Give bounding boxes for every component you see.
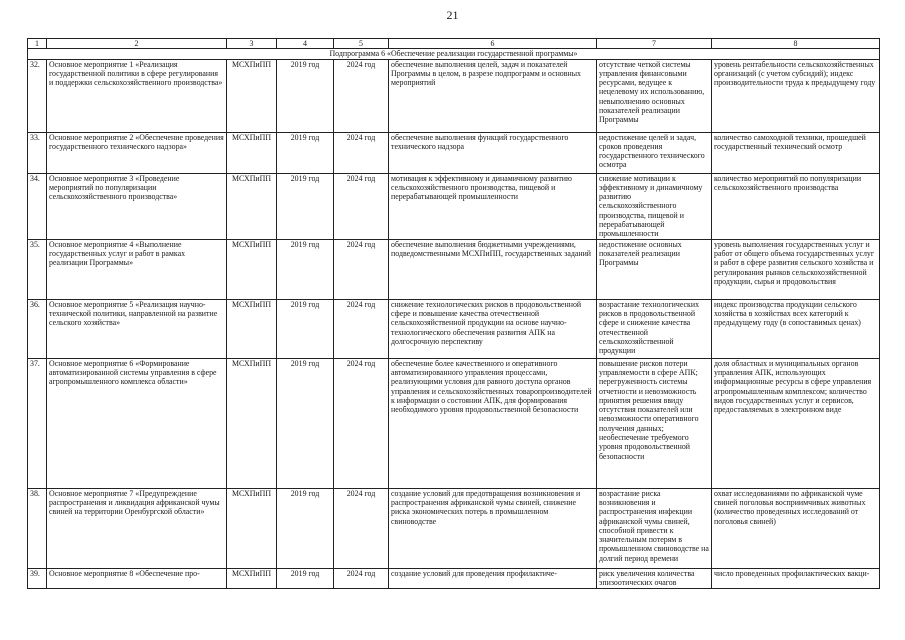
end-year: 2024 год <box>334 173 389 239</box>
measure-name: Основное мероприятие 1 «Реализация государственной политики в сфере регулирования и поддержки сельскохозяйственного производства» <box>47 59 227 132</box>
expected-result: обеспечение выполнения функций государственного технического надзора <box>389 132 597 173</box>
expected-result: мотивация к эффективному и динамичному развитию сельскохозяйственного производства, пищевой и перерабатывающей промышленности <box>389 173 597 239</box>
expected-result: обеспечение выполнения бюджетными учреждениями, подведомственными МСХПиПП, государственных заданий <box>389 239 597 299</box>
start-year: 2019 год <box>277 132 334 173</box>
consequences: повышение рисков потери управляемости в сфере АПК; перегруженность системы отчетности и невозможность принятия решения ввиду отсутствия показателей или невозможности оперативного получения данных; необеспечение требуемого уровня продовольственной безопасности <box>597 358 712 488</box>
consequences: возрастание технологических рисков в продовольственной сфере и снижение качества отечественной сельскохозяйственной продукции <box>597 299 712 358</box>
end-year: 2024 год <box>334 568 389 588</box>
expected-result: создание условий для предотвращения возникновения и распространения африканской чумы свиней, снижение риска экономических потерь в промышленном свиноводстве <box>389 488 597 568</box>
executor: МСХПиПП <box>227 239 277 299</box>
table-row <box>28 358 880 488</box>
measure-name: Основное мероприятие 8 «Обеспечение про- <box>47 568 227 588</box>
column-header: 1 <box>28 39 47 49</box>
end-year: 2024 год <box>334 488 389 568</box>
measure-name: Основное мероприятие 4 «Выполнение государственных услуг и работ в рамках реализации Программы» <box>47 239 227 299</box>
row-number: 37. <box>28 358 47 488</box>
end-year: 2024 год <box>334 132 389 173</box>
executor: МСХПиПП <box>227 568 277 588</box>
consequences: недостижение основных показателей реализации Программы <box>597 239 712 299</box>
executor: МСХПиПП <box>227 358 277 488</box>
expected-result: создание условий для проведения профилактиче- <box>389 568 597 588</box>
consequences: недостижение целей и задач, сроков проведения государственного технического осмотра <box>597 132 712 173</box>
consequences: риск увеличения количества эпизоотических очагов <box>597 568 712 588</box>
start-year: 2019 год <box>277 173 334 239</box>
row-number: 34. <box>28 173 47 239</box>
table-row <box>28 568 880 588</box>
column-header: 4 <box>277 39 334 49</box>
page-number: 21 <box>446 8 459 22</box>
column-header: 2 <box>47 39 227 49</box>
table-row <box>28 173 880 239</box>
indicators: уровень рентабельности сельскохозяйственных организаций (с учетом субсидий); индекс производительности труда к предыдущему году <box>712 59 880 132</box>
expected-result: обеспечение выполнения целей, задач и показателей Программы в целом, в разрезе подпрограмм и основных мероприятий <box>389 59 597 132</box>
consequences: снижение мотивации к эффективному и динамичному развитию сельскохозяйственного производства, пищевой и перерабатывающей промышленности <box>597 173 712 239</box>
column-header: 8 <box>712 39 880 49</box>
indicators: количество самоходной техники, прошедшей государственный технический осмотр <box>712 132 880 173</box>
indicators: индекс производства продукции сельского хозяйства в хозяйствах всех категорий к предыдущему году (в сопоставимых ценах) <box>712 299 880 358</box>
end-year: 2024 год <box>334 59 389 132</box>
start-year: 2019 год <box>277 59 334 132</box>
measure-name: Основное мероприятие 3 «Проведение мероприятий по популяризации сельскохозяйственного производства» <box>47 173 227 239</box>
column-number-header-row <box>28 39 880 49</box>
subprogram-title: Подпрограмма 6 «Обеспечение реализации государственной программы» <box>28 49 880 59</box>
column-header: 5 <box>334 39 389 49</box>
executor: МСХПиПП <box>227 299 277 358</box>
table-row <box>28 299 880 358</box>
end-year: 2024 год <box>334 358 389 488</box>
executor: МСХПиПП <box>227 173 277 239</box>
executor: МСХПиПП <box>227 488 277 568</box>
table-row <box>28 132 880 173</box>
indicators: уровень выполнения государственных услуг и работ от общего объема государственных услуг и работ в сфере развития сельского хозяйства и регулирования рынков сельскохозяйственной продукции, сырья и продовольствия <box>712 239 880 299</box>
indicators: количество мероприятий по популяризации сельскохозяйственного производства <box>712 173 880 239</box>
row-number: 36. <box>28 299 47 358</box>
consequences: отсутствие четкой системы управления финансовыми ресурсами, ведущее к нецелевому их использованию, невыполнению основных показателей реализации Программы <box>597 59 712 132</box>
start-year: 2019 год <box>277 299 334 358</box>
consequences: возрастание риска возникновения и распространения инфекции африканской чумы свиней, способной привести к значительным потерям в промышленном свиноводстве на долгий период времени <box>597 488 712 568</box>
indicators: число проведенных профилактических вакци- <box>712 568 880 588</box>
table-row <box>28 59 880 132</box>
measures-table <box>27 38 880 589</box>
row-number: 33. <box>28 132 47 173</box>
subprogram-row <box>28 49 880 59</box>
indicators: доля областных и муниципальных органов управления АПК, использующих информационные ресурсы в сфере управления агропромышленным комплексом; количество видов государственных услуг и сервисов, предоставляемых в электронном виде <box>712 358 880 488</box>
end-year: 2024 год <box>334 239 389 299</box>
executor: МСХПиПП <box>227 59 277 132</box>
measure-name: Основное мероприятие 5 «Реализация научно-технической политики, направленной на развитие сельского хозяйства» <box>47 299 227 358</box>
measure-name: Основное мероприятие 7 «Предупреждение распространения и ликвидация африканской чумы свиней на территории Оренбургской области» <box>47 488 227 568</box>
start-year: 2019 год <box>277 239 334 299</box>
row-number: 39. <box>28 568 47 588</box>
indicators: охват исследованиями по африканской чуме свиней поголовья восприимчивых животных (количество проведенных исследований от поголовья свиней) <box>712 488 880 568</box>
end-year: 2024 год <box>334 299 389 358</box>
expected-result: обеспечение более качественного и оперативного автоматизированного управления процессами, реализующими условия для равного доступа органов управления и сельскохозяйственных товаропроизводителей к информации о состоянии АПК, для формирования необходимого уровня продовольственной безопасности <box>389 358 597 488</box>
executor: МСХПиПП <box>227 132 277 173</box>
measure-name: Основное мероприятие 6 «Формирование автоматизированной системы управления в сфере агропромышленного комплекса области» <box>47 358 227 488</box>
row-number: 32. <box>28 59 47 132</box>
start-year: 2019 год <box>277 488 334 568</box>
start-year: 2019 год <box>277 568 334 588</box>
column-header: 3 <box>227 39 277 49</box>
expected-result: снижение технологических рисков в продовольственной сфере и повышение качества отечественной сельскохозяйственной продукции на основе научно-технологического обеспечения развития АПК на долгосрочную перспективу <box>389 299 597 358</box>
table-row <box>28 239 880 299</box>
measure-name: Основное мероприятие 2 «Обеспечение проведения государственного технического надзора» <box>47 132 227 173</box>
start-year: 2019 год <box>277 358 334 488</box>
column-header: 6 <box>389 39 597 49</box>
row-number: 35. <box>28 239 47 299</box>
column-header: 7 <box>597 39 712 49</box>
row-number: 38. <box>28 488 47 568</box>
table-row <box>28 488 880 568</box>
